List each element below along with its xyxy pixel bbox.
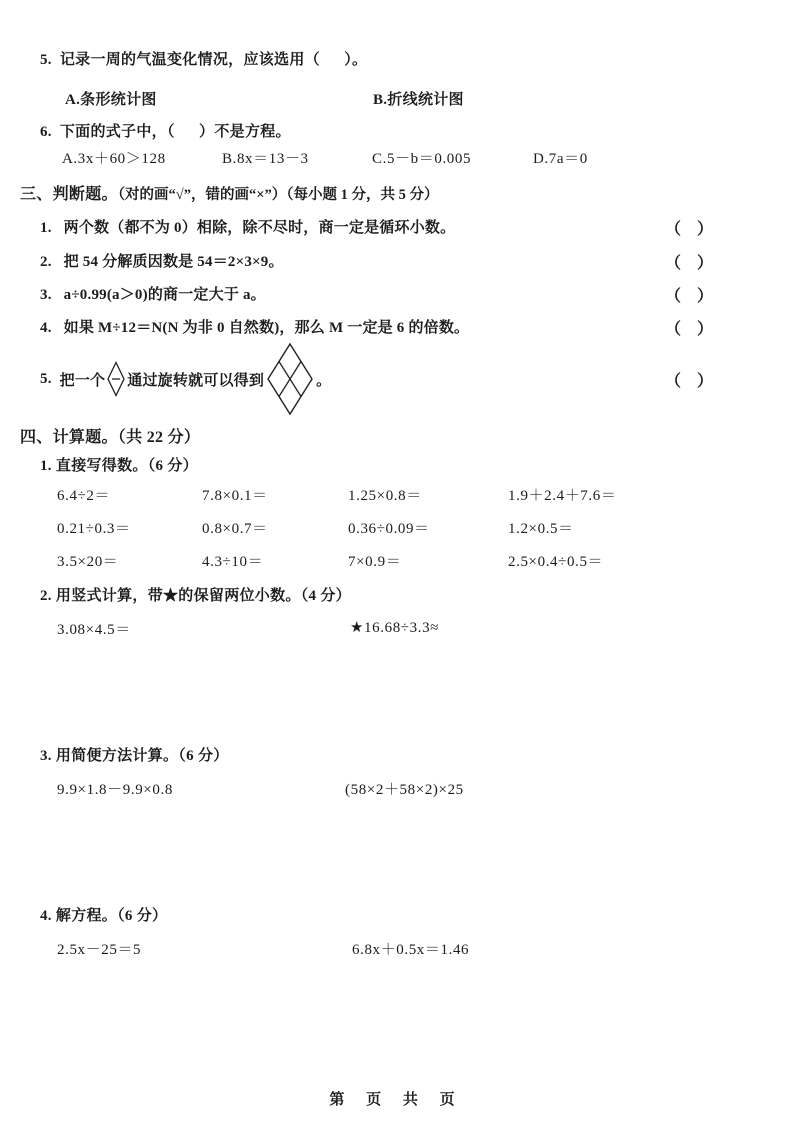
question-text: 下面的式子中，（ ）不是方程。	[59, 124, 291, 140]
item-text: 把 54 分解质因数是 54＝2×3×9。	[63, 254, 284, 270]
calc-expression: 4.3÷10＝	[202, 554, 264, 570]
calc-expression: 0.21÷0.3＝	[57, 521, 131, 537]
calc-sub3-title-row	[0, 744, 793, 766]
calc-expression: 1.9＋2.4＋7.6＝	[508, 488, 617, 504]
judgment-item-1	[40, 216, 793, 238]
option-b: B.折线统计图	[373, 92, 464, 108]
option-a: A.条形统计图	[65, 92, 157, 108]
question-text: 记录一周的气温变化情况，应该选用（ ）。	[59, 52, 368, 68]
calc-sub3-expressions	[0, 778, 793, 800]
judgment-item-2	[40, 250, 793, 272]
page-footer: 第 页 共 页	[329, 1092, 464, 1108]
item-number: 4.	[40, 320, 52, 336]
calc-expression: 0.36÷0.09＝	[348, 521, 430, 537]
item-number: 2.	[40, 254, 52, 270]
calc-expression: 1.2×0.5＝	[508, 521, 574, 537]
question-6	[0, 120, 793, 142]
question-5-line	[40, 48, 367, 69]
option-d: D.7a＝0	[533, 151, 588, 167]
item-text-between: 通过旋转就可以得到	[127, 372, 265, 389]
calculation-section-header	[0, 424, 793, 446]
question-number: 6.	[40, 124, 52, 140]
judgment-item-3	[40, 283, 793, 305]
calc-sub2-expressions	[0, 618, 793, 640]
item-number: 5.	[40, 370, 52, 387]
calc-expression: 3.5×20＝	[57, 554, 119, 570]
small-rhombus-icon	[107, 361, 125, 397]
sub-question-title: 1. 直接写得数。（6 分）	[40, 458, 198, 474]
item-text: 如果 M÷12＝N(N 为非 0 自然数)，那么 M 一定是 6 的倍数。	[63, 320, 470, 336]
option-c: C.5－b＝0.005	[372, 151, 472, 167]
judgment-section-header	[0, 181, 793, 203]
sub-question-title: 2. 用竖式计算，带★的保留两位小数。（4 分）	[40, 588, 351, 604]
question-6-options	[0, 147, 793, 169]
calc-expression-right: ★16.68÷3.3≈	[350, 620, 440, 636]
calc-expression-left: 9.9×1.8－9.9×0.8	[57, 782, 173, 798]
equation-left: 2.5x－25＝5	[57, 942, 142, 958]
calc-sub2-title-row	[0, 584, 793, 606]
answer-blank: （ ）	[665, 373, 714, 390]
item-text-before: 把一个	[59, 372, 106, 389]
judgment-header-line	[20, 181, 439, 204]
divided-rhombus-icon	[266, 342, 314, 416]
calc-expression: 0.8×0.7＝	[202, 521, 268, 537]
answer-blank: （ ）	[665, 221, 714, 238]
item-number: 3.	[40, 287, 52, 303]
calc-expression: 7.8×0.1＝	[202, 488, 268, 504]
calc-sub4-expressions	[0, 938, 793, 960]
question-number: 5.	[40, 52, 52, 68]
answer-blank: （ ）	[665, 255, 714, 272]
calc-expression: 2.5×0.4÷0.5＝	[508, 554, 604, 570]
judgment-item-5	[40, 343, 793, 415]
equation-right: 6.8x＋0.5x＝1.46	[352, 942, 470, 958]
question-5-options	[0, 88, 793, 110]
calc-expression: 6.4÷2＝	[57, 488, 111, 504]
section-note: （对的画“√”，错的画“×”）（每小题 1 分，共 5 分）	[117, 187, 439, 203]
answer-blank: （ ）	[665, 321, 714, 338]
item-text: 两个数（都不为 0）相除，除不尽时，商一定是循环小数。	[63, 220, 456, 236]
question-5	[0, 48, 793, 70]
calc-expression-right: (58×2＋58×2)×25	[345, 782, 464, 798]
judgment-item-4	[40, 316, 793, 338]
item-text-end: 。	[316, 372, 332, 389]
item-text: a÷0.99(a＞0)的商一定大于 a。	[63, 287, 266, 303]
calc-expression-left: 3.08×4.5＝	[57, 622, 131, 638]
sub-question-title: 4. 解方程。（6 分）	[40, 908, 168, 924]
section-title: 三、判断题。	[20, 186, 118, 203]
option-a: A.3x＋60＞128	[62, 151, 166, 167]
option-b: B.8x＝13－3	[222, 151, 309, 167]
sub-question-title: 3. 用简便方法计算。（6 分）	[40, 748, 229, 764]
answer-blank: （ ）	[665, 288, 714, 305]
section-title: 四、计算题。（共 22 分）	[20, 429, 201, 446]
calc-expression: 1.25×0.8＝	[348, 488, 422, 504]
calc-sub4-title-row	[0, 904, 793, 926]
calc-sub1-title-row	[0, 454, 793, 476]
question-6-line	[40, 120, 291, 141]
calc-expression: 7×0.9＝	[348, 554, 402, 570]
item-number: 1.	[40, 220, 52, 236]
direct-calc-grid	[57, 484, 616, 583]
